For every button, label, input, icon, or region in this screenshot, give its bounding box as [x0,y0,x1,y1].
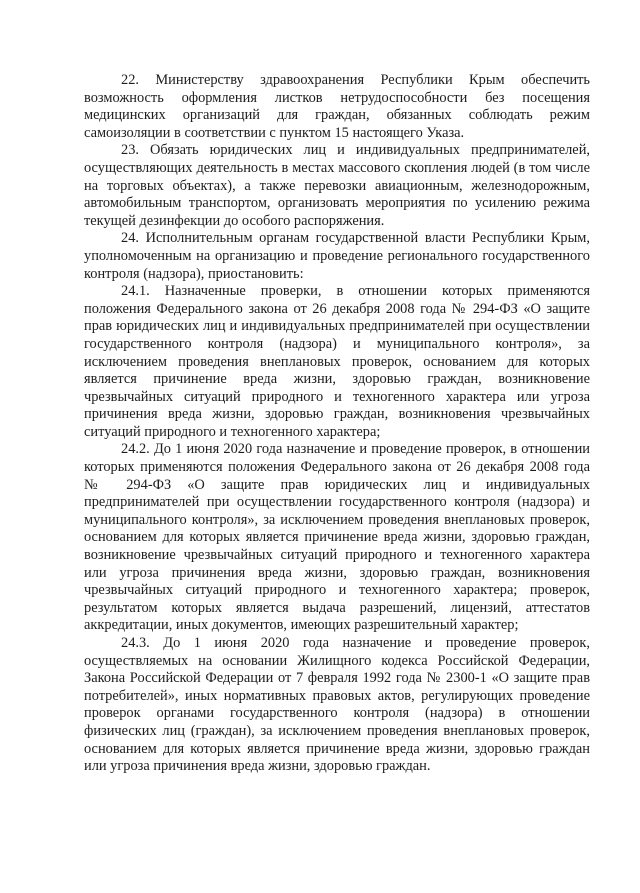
document-body [84,72,590,776]
paragraph-22: 22. Министерству здравоохранения Республики Крым обеспечить возможность оформления листков нетрудоспособности без посещения медицинских организаций для граждан, обязанных соблюдать режим самоизоляции в соответствии с пунктом 15 настоящего Указа. [84,72,590,141]
paragraph-23: 23. Обязать юридических лиц и индивидуальных предпринимателей, осуществляющих деятельность в местах массового скопления людей (в том числе на торговых объектах), а также перевозки авиационным, железнодорожным, автомобильным транспортом, организовать мероприятия по усилению режима текущей дезинфекции до особого распоряжения. [84,142,590,229]
paragraph-24-3: 24.3. До 1 июня 2020 года назначение и проведение проверок, осуществляемых на основании Жилищного кодекса Российской Федерации, Закона Российской Федерации от 7 февраля 1992 года № 2300-1 «О защите прав потребителей», иных нормативных правовых актов, регулирующих проведение проверок органами государственного контроля (надзора) в отношении физических лиц (граждан), за исключением проведения внеплановых проверок, основанием для которых является причинение вреда жизни, здоровью граждан или угроза причинения вреда жизни, здоровью граждан. [84,635,590,775]
paragraph-24: 24. Исполнительным органам государственной власти Республики Крым, уполномоченным на организацию и проведение регионального государственного контроля (надзора), приостановить: [84,230,590,282]
paragraph-24-1: 24.1. Назначенные проверки, в отношении которых применяются положения Федерального закона от 26 декабря 2008 года № 294-ФЗ «О защите прав юридических лиц и индивидуальных предпринимателей при осуществлении государственного контроля (надзора) и муниципального контроля», за исключением проведения внеплановых проверок, основанием для которых является причинение вреда жизни, здоровью граждан, возникновение чрезвычайных ситуаций природного и техногенного характера или угроза причинения вреда жизни, здоровью граждан, возникновения чрезвычайных ситуаций природного и техногенного характера; [84,283,590,440]
paragraph-24-2: 24.2. До 1 июня 2020 года назначение и проведение проверок, в отношении которых применяются положения Федерального закона от 26 декабря 2008 года № 294-ФЗ «О защите прав юридических лиц и индивидуальных предпринимателей при осуществлении государственного контроля (надзора) и муниципального контроля», за исключением проведения внеплановых проверок, основанием для которых является причинение вреда жизни, здоровью граждан, возникновение чрезвычайных ситуаций природного и техногенного характера или угроза причинения вреда жизни, здоровью граждан, возникновения чрезвычайных ситуаций природного и техногенного характера; проверок, результатом которых является выдача разрешений, лицензий, аттестатов аккредитации, иных документов, имеющих разрешительный характер; [84,441,590,634]
